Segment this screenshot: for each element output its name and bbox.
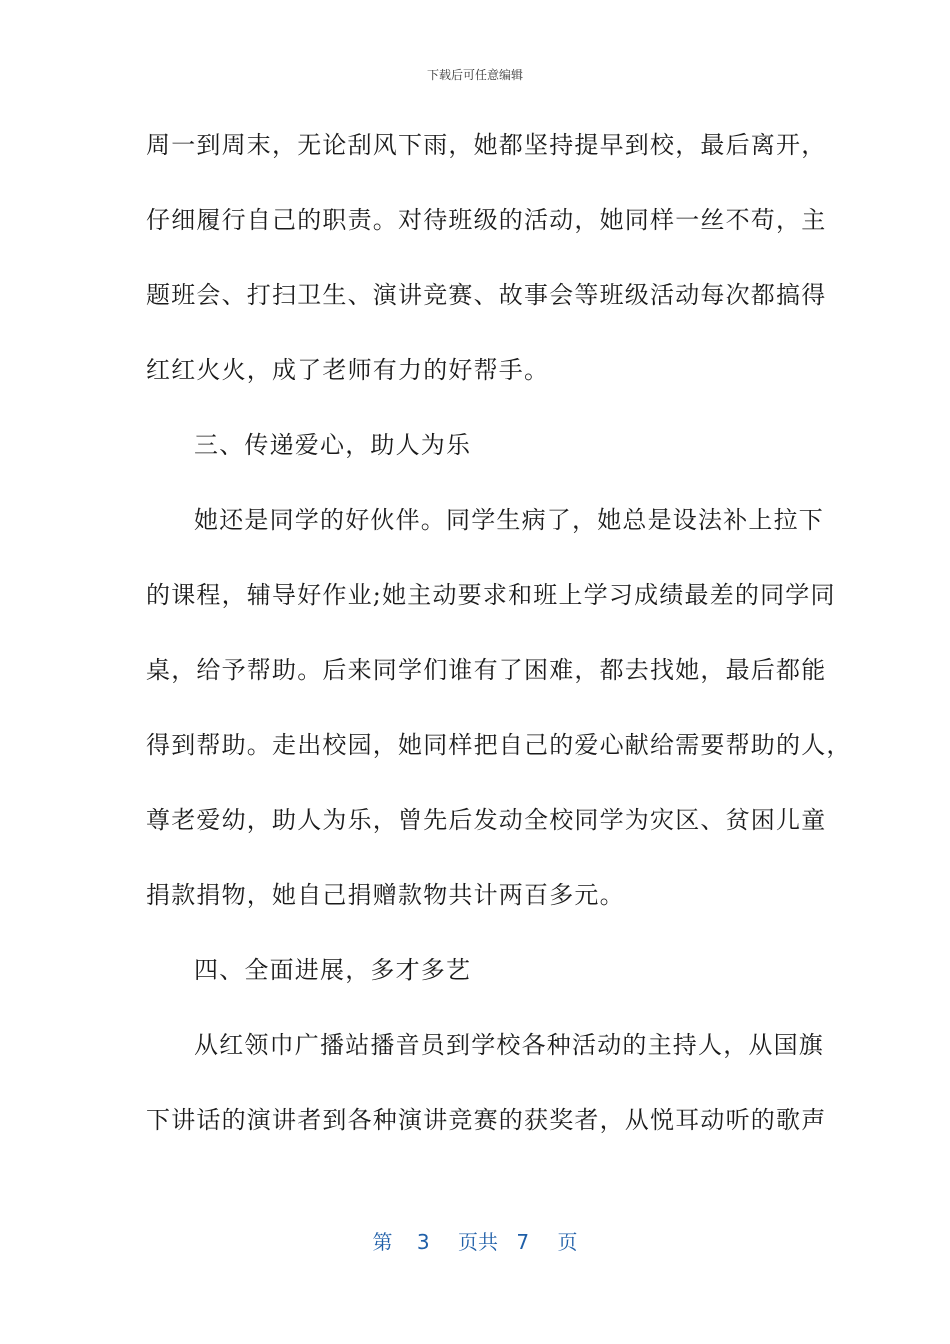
text-line: 周一到周末，无论刮风下雨，她都坚持提早到校，最后离开， bbox=[146, 131, 827, 159]
footer-total-pages: 7 bbox=[516, 1230, 530, 1254]
section-heading: 四、全面进展，多才多艺 bbox=[194, 956, 472, 984]
text-line: 仔细履行自己的职责。对待班级的活动，她同样一丝不苟，主 bbox=[146, 206, 827, 234]
footer-suffix: 页 bbox=[557, 1230, 578, 1254]
text-line: 她还是同学的好伙伴。同学生病了，她总是设法补上拉下 bbox=[194, 506, 824, 534]
text-line: 尊老爱幼，助人为乐，曾先后发动全校同学为灾区、贫困儿童 bbox=[146, 806, 827, 834]
text-line: 红红火火，成了老师有力的好帮手。 bbox=[146, 356, 550, 384]
text-line: 捐款捐物，她自己捐赠款物共计两百多元。 bbox=[146, 881, 625, 909]
text-line: 题班会、打扫卫生、演讲竞赛、故事会等班级活动每次都搞得 bbox=[146, 281, 827, 309]
section-heading: 三、传递爱心，助人为乐 bbox=[194, 431, 472, 459]
footer-prefix: 第 bbox=[372, 1230, 393, 1254]
text-line: 得到帮助。走出校园，她同样把自己的爱心献给需要帮助的人， bbox=[146, 731, 852, 759]
text-line: 下讲话的演讲者到各种演讲竞赛的获奖者，从悦耳动听的歌声 bbox=[146, 1106, 827, 1134]
page-footer bbox=[0, 1226, 950, 1255]
text-line: 从红领巾广播站播音员到学校各种活动的主持人，从国旗 bbox=[194, 1031, 824, 1059]
footer-middle: 页共 bbox=[458, 1230, 498, 1254]
text-line: 的课程，辅导好作业;她主动要求和班上学习成绩最差的同学同 bbox=[146, 581, 836, 609]
footer-page-number: 3 bbox=[416, 1230, 430, 1254]
page-header: 下载后可任意编辑 bbox=[426, 68, 523, 82]
text-line: 桌，给予帮助。后来同学们谁有了困难，都去找她，最后都能 bbox=[146, 656, 827, 684]
